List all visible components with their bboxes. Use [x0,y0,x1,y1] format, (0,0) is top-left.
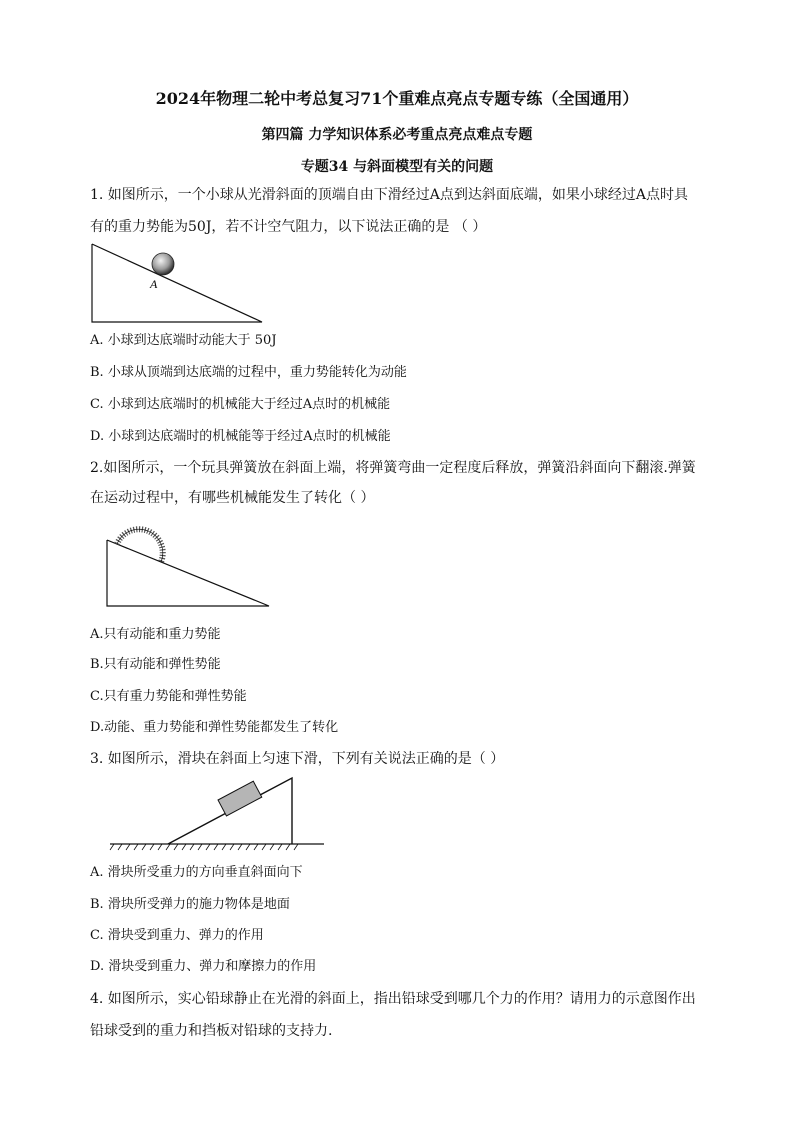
slider-block-icon [218,781,262,816]
q4-stem-line-2: 铅球受到的重力和挡板对铅球的支持力. [90,1023,333,1039]
q2-option-d: D.动能、重力势能和弹性势能都发生了转化 [90,720,339,735]
q1-option-a: A. 小球到达底端时动能大于 50J [90,333,277,348]
q2-stem-line-1: 2.如图所示，一个玩具弹簧放在斜面上端，将弹簧弯曲一定程度后释放，弹簧沿斜面向下翻滚.弹簧 [90,460,696,476]
part-heading: 第四篇 力学知识体系必考重点亮点难点专题 [261,127,533,143]
q3-option-b: B. 滑块所受弹力的施力物体是地面 [90,897,290,912]
ball-icon [152,253,174,275]
q2-incline-figure [103,520,283,610]
topic-heading: 专题34 与斜面模型有关的问题 [300,159,494,175]
q2-option-a: A.只有动能和重力势能 [90,627,221,642]
q1-incline-figure [88,240,268,330]
q1-stem-line-2: 有的重力势能为50J，若不计空气阻力，以下说法正确的是 （ ） [90,219,487,235]
point-a-label: A [150,277,158,291]
q1-option-d: D. 小球到达底端时的机械能等于经过A点时的机械能 [90,429,391,444]
q1-option-c: C. 小球到达底端时的机械能大于经过A点时的机械能 [90,397,391,412]
document-title: 2024年物理二轮中考总复习71个重难点亮点专题专练（全国通用） [155,89,639,108]
q2-option-c: C.只有重力势能和弹性势能 [90,689,247,704]
q3-option-c: C. 滑块受到重力、弹力的作用 [90,928,264,943]
q3-incline-figure [110,774,330,854]
q1-option-b: B. 小球从顶端到达底端的过程中，重力势能转化为动能 [90,365,407,380]
ground-hatch [110,844,298,850]
q1-stem-line-1: 1. 如图所示，一个小球从光滑斜面的顶端自由下滑经过A点到达斜面底端，如果小球经过A点时具 [90,187,689,203]
q3-option-a: A. 滑块所受重力的方向垂直斜面向下 [90,865,303,880]
q4-stem-line-1: 4. 如图所示，实心铅球静止在光滑的斜面上，指出铅球受到哪几个力的作用？请用力的示意图作出 [90,991,696,1007]
spring-icon [117,529,163,562]
q2-option-b: B.只有动能和弹性势能 [90,657,221,672]
q3-option-d: D. 滑块受到重力、弹力和摩擦力的作用 [90,959,317,974]
q3-stem-line-1: 3. 如图所示，滑块在斜面上匀速下滑，下列有关说法正确的是（ ） [90,751,505,767]
q2-stem-line-2: 在运动过程中，有哪些机械能发生了转化（ ） [90,490,375,506]
